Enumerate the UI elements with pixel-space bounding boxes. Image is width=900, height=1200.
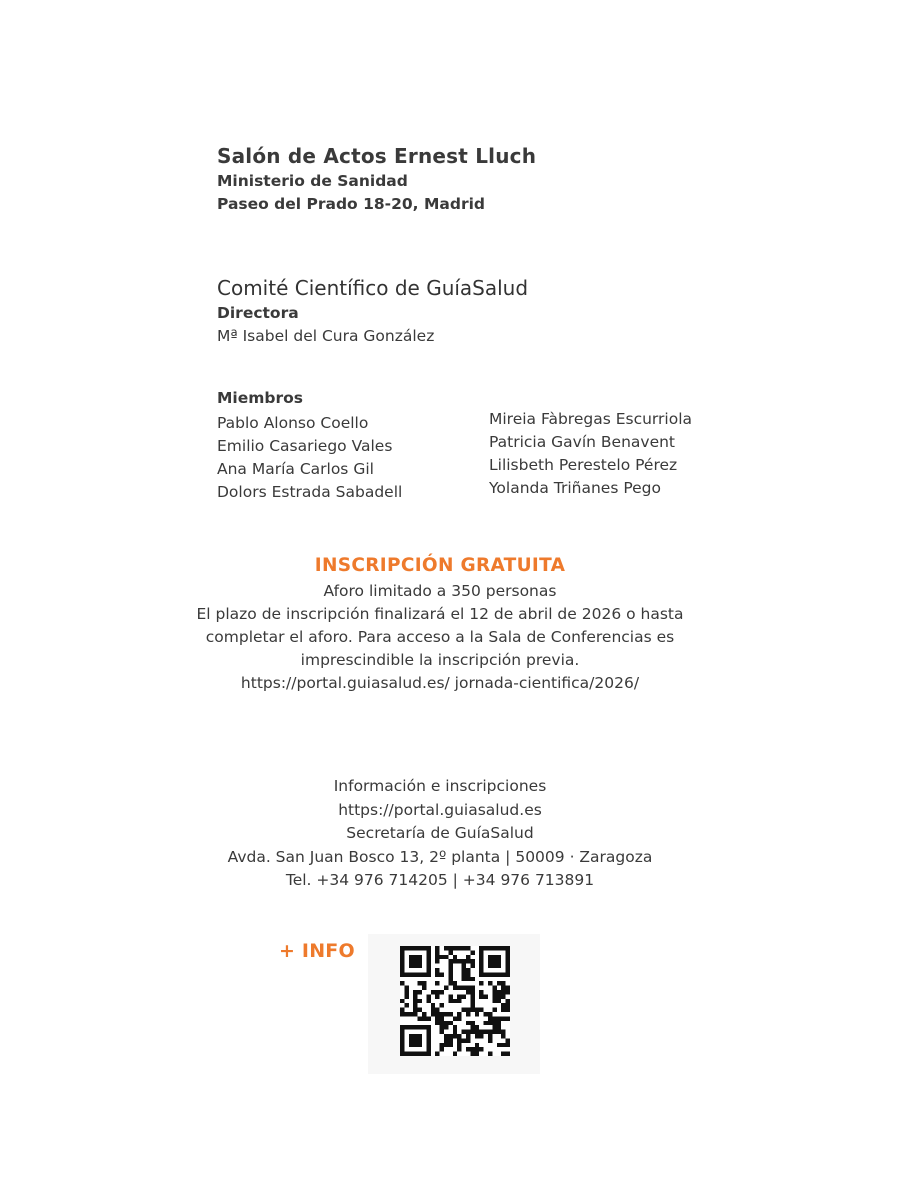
member-name: Ana María Carlos Gil	[217, 460, 374, 478]
registration-required-note: imprescindible la inscripción previa.	[300, 651, 580, 669]
registration-deadline: El plazo de inscripción finalizará el 12 de abril de 2026 o hasta	[196, 605, 684, 623]
venue-ministry: Ministerio de Sanidad	[217, 172, 408, 190]
member-name: Lilisbeth Perestelo Pérez	[489, 456, 678, 474]
qr-code-panel	[368, 934, 540, 1074]
registration-block	[0, 552, 880, 695]
registration-link[interactable]: https://portal.guiasalud.es/ jornada-cientifica/2026/	[240, 674, 640, 692]
contact-heading: Información e inscripciones	[333, 777, 547, 795]
member-name: Pablo Alonso Coello	[217, 414, 369, 432]
registration-access-note: completar el aforo. Para acceso a la Sala de Conferencias es	[205, 628, 675, 646]
members-column-left	[217, 412, 467, 504]
committee-title: Comité Científico de GuíaSalud	[217, 276, 529, 300]
contact-phones: Tel. +34 976 714205 | +34 976 713891	[285, 871, 595, 889]
director-role: Directora	[217, 304, 299, 322]
member-name: Dolors Estrada Sabadell	[217, 483, 403, 501]
member-name: Mireia Fàbregas Escurriola	[489, 410, 692, 428]
venue-address: Paseo del Prado 18-20, Madrid	[217, 195, 485, 213]
qr-code-icon[interactable]	[400, 946, 510, 1056]
more-info-label: + INFO	[279, 940, 355, 962]
members-role: Miembros	[217, 389, 304, 407]
registration-capacity: Aforo limitado a 350 personas	[323, 582, 557, 600]
contact-portal-link[interactable]: https://portal.guiasalud.es	[338, 800, 542, 819]
member-name: Yolanda Triñanes Pego	[489, 479, 661, 497]
registration-heading: INSCRIPCIÓN GRATUITA	[314, 555, 566, 576]
member-name: Emilio Casariego Vales	[217, 437, 393, 455]
contact-secretariat: Secretaría de GuíaSalud	[346, 824, 534, 842]
venue-title: Salón de Actos Ernest Lluch	[217, 144, 537, 168]
contact-block	[0, 775, 880, 893]
member-name: Patricia Gavín Benavent	[489, 433, 675, 451]
qr-code-graphic	[400, 946, 510, 1056]
members-column-right	[489, 408, 779, 500]
contact-address: Avda. San Juan Bosco 13, 2º planta | 50009 · Zaragoza	[227, 847, 653, 866]
venue-block	[217, 142, 737, 216]
committee-block	[217, 274, 777, 348]
members-block	[217, 386, 777, 501]
director-name: Mª Isabel del Cura González	[217, 327, 435, 345]
